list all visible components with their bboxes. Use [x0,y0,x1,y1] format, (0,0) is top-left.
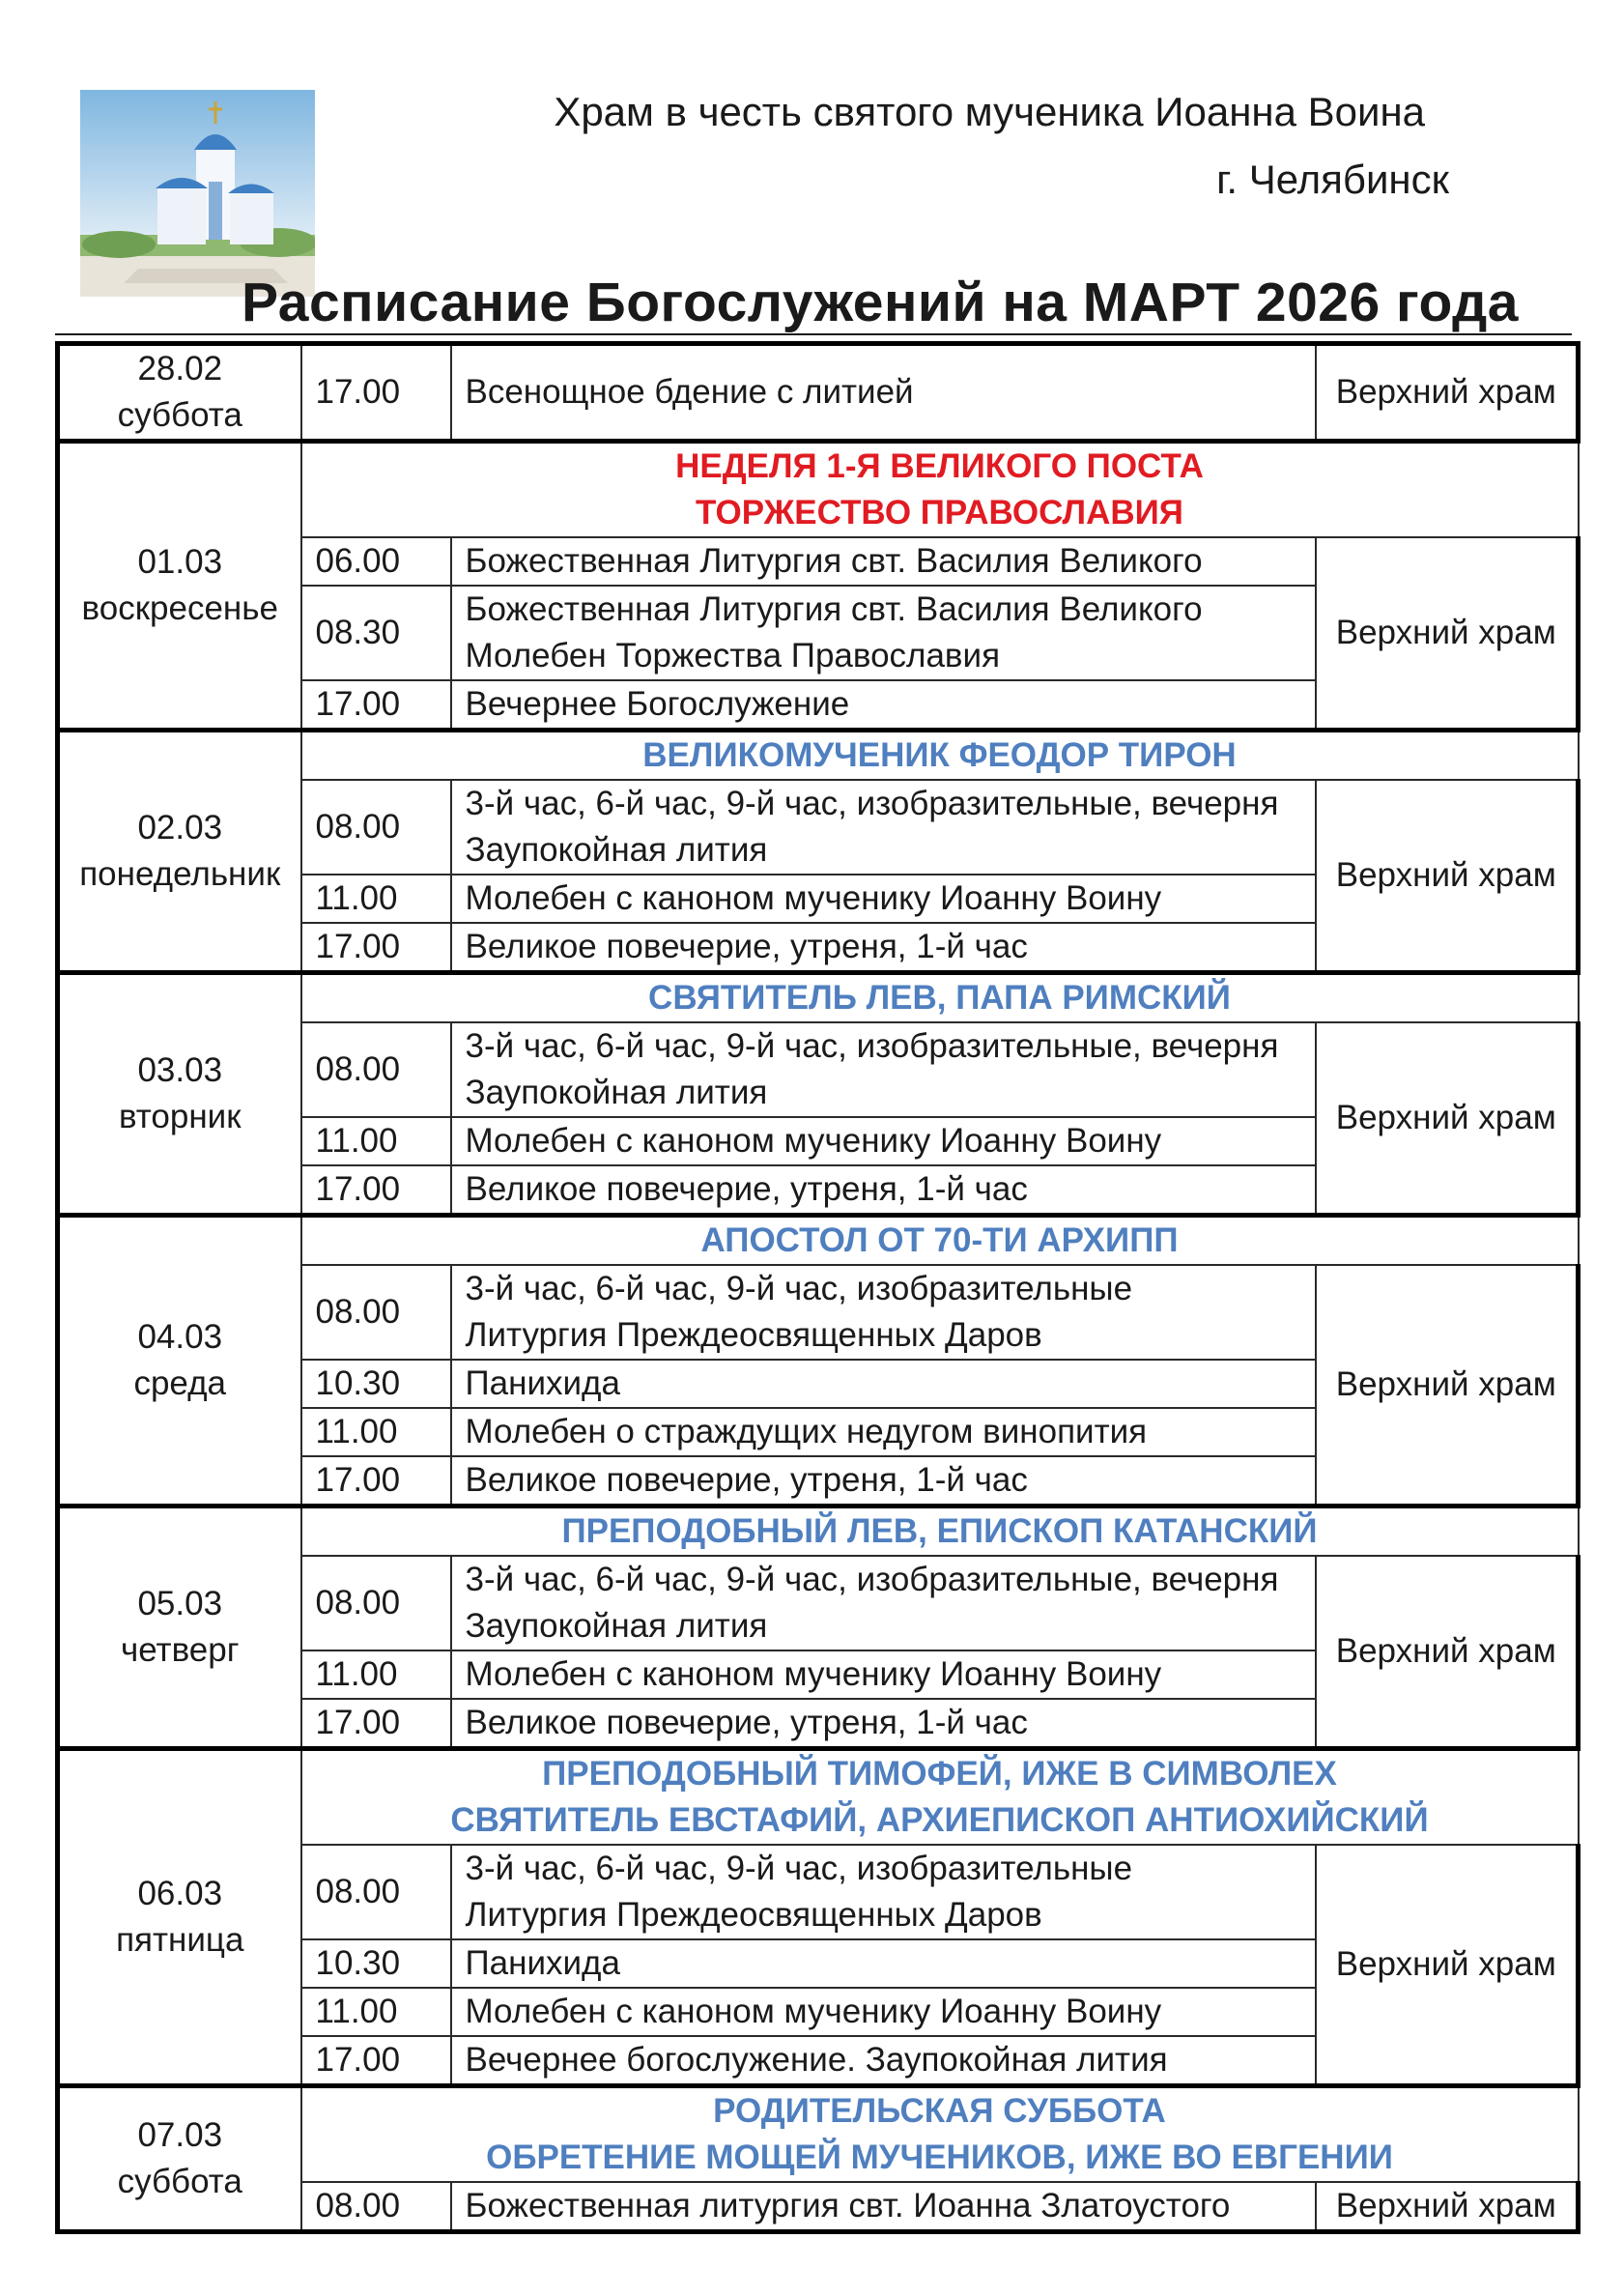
service-time-text: 08.00 [315,1873,401,1910]
schedule-row [58,442,1579,538]
service-place [1316,2182,1579,2232]
service-line: Панихида [465,1944,620,1982]
feast-title [301,973,1579,1023]
service-description [451,875,1316,923]
feast-title [301,2086,1579,2183]
service-description [451,1650,1316,1699]
service-time-text: 11.00 [315,1993,398,2030]
feast-line: ОБРЕТЕНИЕ МОЩЕЙ МУЧЕНИКОВ, ИЖЕ ВО ЕВГЕНИИ [486,2138,1393,2176]
service-line: Молебен о страждущих недугом винопития [465,1413,1148,1450]
service-time-text: 08.00 [315,808,401,846]
service-time-text: 08.00 [315,1584,401,1622]
service-time [301,923,451,973]
service-line: Заупокойная лития [465,1607,768,1645]
service-line: Великое повечерие, утреня, 1-й час [465,1170,1028,1208]
service-time [301,344,451,442]
service-line: 3-й час, 6-й час, 9-й час, изобразительные, вечерня [465,1561,1279,1598]
service-description [451,1165,1316,1216]
service-time-text: 17.00 [315,2041,401,2079]
service-place [1316,1265,1579,1507]
service-place [1316,537,1579,731]
service-time-text: 17.00 [315,373,401,411]
service-line: 3-й час, 6-й час, 9-й час, изобразительные [465,1850,1133,1887]
church-name: Храм в честь святого мученика Иоанна Воина [554,89,1425,134]
service-line: Заупокойная лития [465,831,768,869]
service-time-text: 17.00 [315,1170,401,1208]
feast-title [301,442,1579,538]
feast-line: НЕДЕЛЯ 1-Я ВЕЛИКОГО ПОСТА [675,447,1204,485]
church-image [80,90,315,297]
service-place [1316,780,1579,973]
service-time [301,1988,451,2036]
service-description [451,1988,1316,2036]
feast-line: ВЕЛИКОМУЧЕНИК ФЕОДОР ТИРОН [642,736,1237,774]
feast-title [301,731,1579,781]
schedule-row [58,1216,1579,1266]
service-description [451,1022,1316,1117]
service-line: Молебен с каноном мученику Иоанну Воину [465,879,1162,917]
service-line: Вечернее богослужение. Заупокойная лития [465,2041,1168,2079]
service-line: Великое повечерие, утреня, 1-й час [465,1461,1028,1499]
day-date-cell [58,973,301,1216]
day-date-cell [58,1507,301,1749]
day-date-cell [58,731,301,973]
service-description [451,1360,1316,1408]
day-weekday: пятница [116,1921,244,1959]
day-date: 06.03 [137,1875,223,1912]
day-weekday: вторник [118,1098,242,1135]
service-place-text: Верхний храм [1335,1099,1556,1136]
day-date: 05.03 [137,1585,223,1622]
service-time [301,1165,451,1216]
day-date: 04.03 [137,1318,223,1356]
service-time-text: 11.00 [315,1413,398,1450]
city-name: г. Челябинск [1216,157,1449,202]
day-date: 02.03 [137,809,223,847]
service-time-text: 10.30 [315,1944,401,1982]
service-description [451,1556,1316,1650]
schedule-row [58,1749,1579,1846]
service-place-text: Верхний храм [1335,1365,1556,1403]
feast-title [301,1216,1579,1266]
service-time [301,1265,451,1360]
service-time [301,1117,451,1165]
service-time [301,1845,451,1939]
schedule-table [55,341,1580,2234]
day-date-cell [58,442,301,731]
service-description [451,1117,1316,1165]
service-line: 3-й час, 6-й час, 9-й час, изобразительные, вечерня [465,1027,1279,1065]
day-date: 01.03 [137,543,223,581]
service-time [301,2182,451,2232]
feast-line: ПРЕПОДОБНЫЙ ТИМОФЕЙ, ИЖЕ В СИМВОЛЕХ [542,1755,1337,1793]
service-time [301,2036,451,2086]
service-place-text: Верхний храм [1335,1632,1556,1670]
service-line: Молебен с каноном мученику Иоанну Воину [465,1655,1162,1693]
schedule-row [58,731,1579,781]
day-date-cell [58,344,301,442]
feast-line: СВЯТИТЕЛЬ ЛЕВ, ПАПА РИМСКИЙ [648,979,1231,1017]
service-line: Литургия Преждеосвященных Даров [465,1316,1042,1354]
service-description [451,1939,1316,1988]
service-line: Великое повечерие, утреня, 1-й час [465,928,1028,965]
title-underline [55,333,1572,335]
service-description [451,2182,1316,2232]
schedule-row [58,2086,1579,2183]
service-place-text: Верхний храм [1335,373,1556,411]
service-place-text: Верхний храм [1335,1945,1556,1983]
church-illustration [80,90,315,297]
service-time [301,1556,451,1650]
schedule-row [58,1507,1579,1557]
day-date: 03.03 [137,1051,223,1089]
service-line: Литургия Преждеосвященных Даров [465,1896,1042,1934]
service-time-text: 17.00 [315,928,401,965]
schedule-row [58,973,1579,1023]
service-place-text: Верхний храм [1335,614,1556,651]
service-line: 3-й час, 6-й час, 9-й час, изобразительные [465,1270,1133,1307]
page-title: Расписание Богослужений на МАРТ 2026 года [242,272,1519,333]
service-time [301,1408,451,1456]
service-time [301,586,451,680]
service-time [301,1650,451,1699]
service-place-text: Верхний храм [1335,856,1556,894]
service-time [301,875,451,923]
service-time [301,780,451,875]
feast-line: РОДИТЕЛЬСКАЯ СУББОТА [713,2092,1166,2130]
day-date-cell [58,1216,301,1507]
service-place [1316,1845,1579,2086]
day-weekday: среда [133,1364,227,1402]
service-line: Вечернее Богослужение [465,685,850,723]
day-date-cell [58,1749,301,2086]
service-time-text: 06.00 [315,542,401,580]
service-description [451,1408,1316,1456]
service-description [451,923,1316,973]
service-description [451,344,1316,442]
service-time-text: 08.00 [315,1293,401,1331]
service-place [1316,344,1579,442]
service-description [451,1845,1316,1939]
service-time [301,1699,451,1749]
service-time [301,1022,451,1117]
service-time [301,1939,451,1988]
service-time-text: 17.00 [315,1704,401,1741]
service-time-text: 17.00 [315,685,401,723]
feast-title [301,1507,1579,1557]
day-weekday: суббота [117,2163,242,2200]
service-line: Всенощное бдение с литией [465,373,914,411]
service-line: Панихида [465,1364,620,1402]
service-time-text: 10.30 [315,1364,401,1402]
service-description [451,680,1316,731]
feast-line: АПОСТОЛ ОТ 70-ТИ АРХИПП [700,1221,1179,1259]
service-line: Молебен Торжества Православия [465,637,1001,674]
service-line: Молебен с каноном мученику Иоанну Воину [465,1993,1162,2030]
day-weekday: понедельник [79,855,281,893]
service-time [301,1456,451,1507]
feast-title [301,1749,1579,1846]
feast-line: ПРЕПОДОБНЫЙ ЛЕВ, ЕПИСКОП КАТАНСКИЙ [561,1512,1318,1550]
service-time [301,537,451,586]
day-weekday: воскресенье [81,589,278,627]
day-date-cell [58,2086,301,2232]
service-time-text: 17.00 [315,1461,401,1499]
service-line: 3-й час, 6-й час, 9-й час, изобразительные, вечерня [465,785,1279,822]
service-line: Божественная литургия свт. Иоанна Златоустого [465,2187,1231,2224]
service-description [451,586,1316,680]
schedule-row [58,344,1579,442]
service-time-text: 11.00 [315,1655,398,1693]
service-description [451,780,1316,875]
service-time-text: 08.00 [315,2187,401,2224]
service-description [451,1456,1316,1507]
day-date: 07.03 [137,2116,223,2154]
service-line: Великое повечерие, утреня, 1-й час [465,1704,1028,1741]
service-description [451,1265,1316,1360]
service-time-text: 11.00 [315,879,398,917]
day-date: 28.02 [137,350,223,387]
service-place [1316,1556,1579,1749]
service-line: Молебен с каноном мученику Иоанну Воину [465,1122,1162,1160]
feast-line: СВЯТИТЕЛЬ ЕВСТАФИЙ, АРХИЕПИСКОП АНТИОХИЙСКИЙ [450,1801,1429,1839]
service-time [301,1360,451,1408]
service-line: Божественная Литургия свт. Василия Великого [465,590,1203,628]
service-line: Заупокойная лития [465,1074,768,1111]
service-line: Божественная Литургия свт. Василия Великого [465,542,1203,580]
service-time-text: 08.30 [315,614,401,651]
service-description [451,1699,1316,1749]
day-weekday: четверг [121,1631,240,1669]
day-weekday: суббота [117,396,242,434]
service-time-text: 11.00 [315,1122,398,1160]
service-description [451,537,1316,586]
service-description [451,2036,1316,2086]
service-place-text: Верхний храм [1335,2187,1556,2224]
feast-line: ТОРЖЕСТВО ПРАВОСЛАВИЯ [696,494,1183,531]
service-place [1316,1022,1579,1216]
service-time [301,680,451,731]
service-time-text: 08.00 [315,1050,401,1088]
